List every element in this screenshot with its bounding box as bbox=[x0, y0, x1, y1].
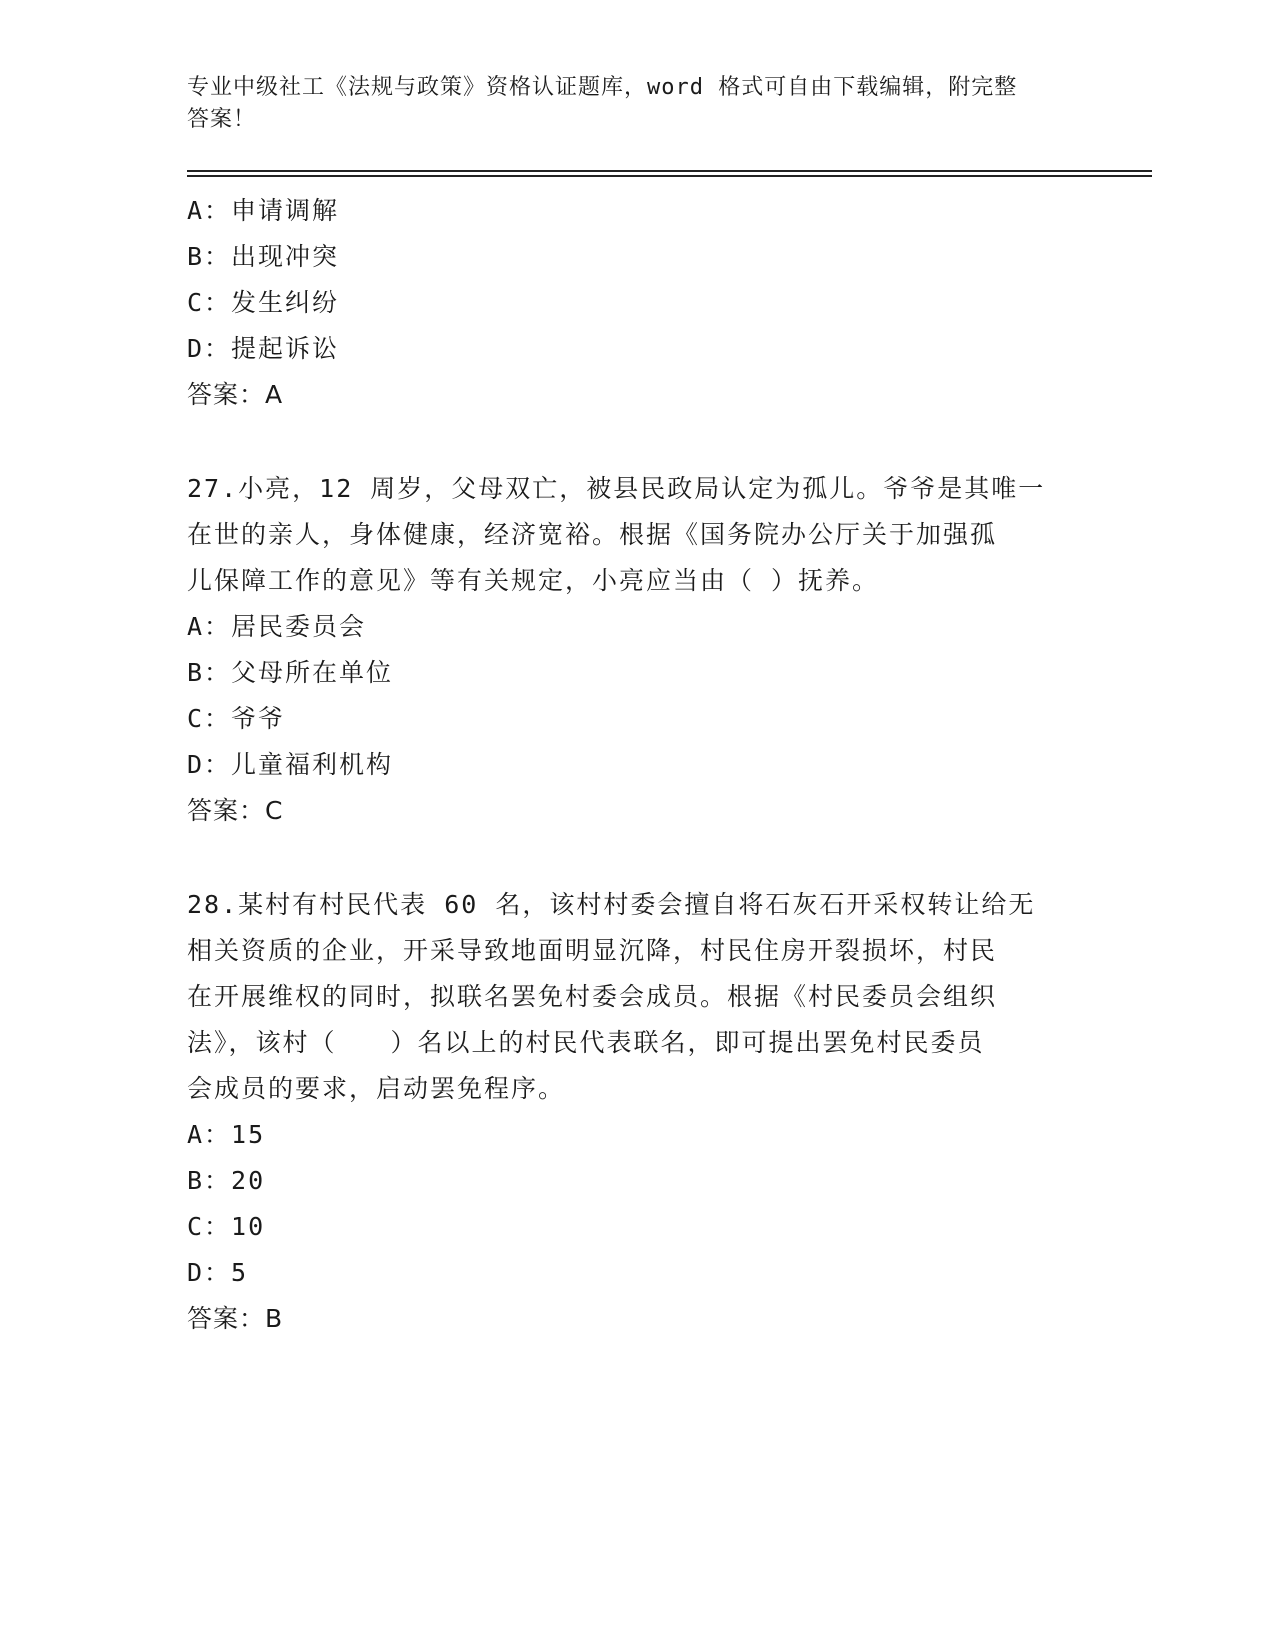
question-stem-line: 在开展维权的同时，拟联名罢免村委会成员。根据《村民委员会组织 bbox=[187, 982, 998, 1011]
document-header bbox=[187, 72, 1087, 136]
question-stem-line: 28.某村有村民代表 60 名，该村村委会擅自将石灰石开采权转让给无 bbox=[187, 890, 1036, 919]
question-stem-line: 会成员的要求，启动罢免程序。 bbox=[187, 1074, 566, 1103]
option-d: D：5 bbox=[187, 1258, 249, 1287]
spacer bbox=[187, 834, 1087, 882]
question-stem-line: 在世的亲人，身体健康，经济宽裕。根据《国务院办公厅关于加强孤 bbox=[187, 520, 998, 549]
option-a: A：居民委员会 bbox=[187, 612, 367, 641]
option-d: D：儿童福利机构 bbox=[187, 750, 394, 779]
question-stem-line: 儿保障工作的意见》等有关规定，小亮应当由（ ）抚养。 bbox=[187, 566, 880, 595]
option-a: A：15 bbox=[187, 1120, 266, 1149]
question-stem-line: 27.小亮，12 周岁，父母双亡，被县民政局认定为孤儿。爷爷是其唯一 bbox=[187, 474, 1046, 503]
question-27 bbox=[187, 466, 1087, 834]
header-rule-top bbox=[187, 170, 1152, 172]
option-b: B：父母所在单位 bbox=[187, 658, 394, 687]
spacer bbox=[187, 418, 1087, 466]
option-d: D：提起诉讼 bbox=[187, 334, 340, 363]
header-line-2: 答案！ bbox=[187, 107, 257, 132]
answer: 答案：C bbox=[187, 796, 284, 825]
answer: 答案：A bbox=[187, 380, 284, 409]
option-b: B：出现冲突 bbox=[187, 242, 340, 271]
header-rule-bottom bbox=[187, 175, 1152, 177]
question-stem-line: 相关资质的企业，开采导致地面明显沉降，村民住房开裂损坏，村民 bbox=[187, 936, 998, 965]
option-c: C：爷爷 bbox=[187, 704, 286, 733]
option-a: A：申请调解 bbox=[187, 196, 340, 225]
answer: 答案：B bbox=[187, 1304, 284, 1333]
option-c: C：发生纠纷 bbox=[187, 288, 340, 317]
question-content bbox=[187, 188, 1087, 1342]
header-line-1: 专业中级社工《法规与政策》资格认证题库，word 格式可自由下载编辑，附完整 bbox=[187, 75, 1018, 100]
option-b: B：20 bbox=[187, 1166, 266, 1195]
question-stem-line: 法》，该村（ ）名以上的村民代表联名，即可提出罢免村民委员 bbox=[187, 1028, 985, 1057]
question-26 bbox=[187, 188, 1087, 418]
question-28 bbox=[187, 882, 1087, 1342]
option-c: C：10 bbox=[187, 1212, 266, 1241]
